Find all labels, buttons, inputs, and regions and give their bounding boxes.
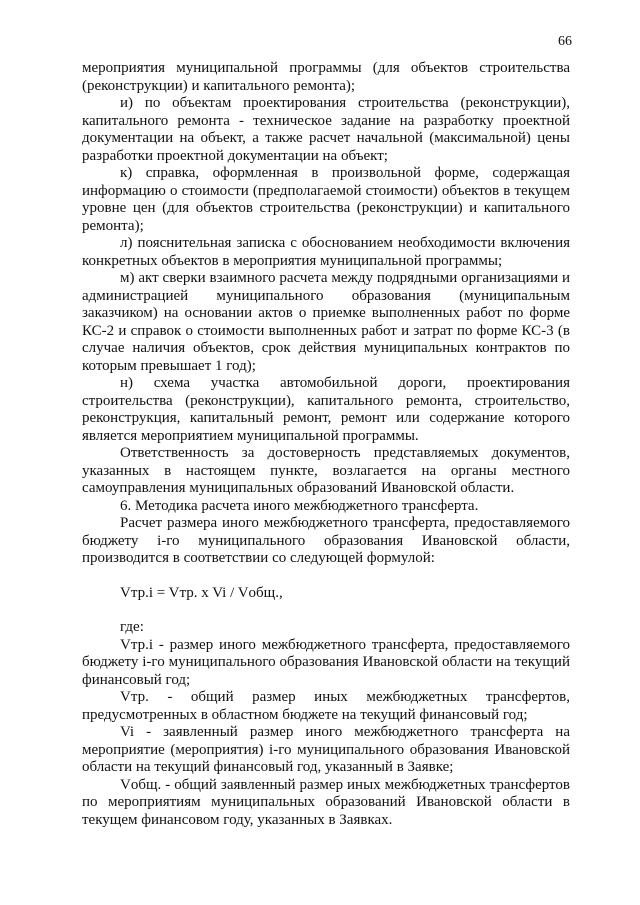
paragraph: Ответственность за достоверность представляемых документов, указанных в настоящем пункте, возлагается на органы местного самоуправления муниципальных образований Ивановской области. [82, 445, 570, 496]
formula: Vтр.i = Vтр. x Vi / Vобщ., [120, 584, 283, 601]
paragraph: м) акт сверки взаимного расчета между подрядными организациями и администрацией муниципального образования (муниципальным заказчиком) на основании актов о приемке выполненных работ по форме КС-2 и справок о стоимости выполненных работ и затрат по форме КС-3 (в случае наличия объектов, срок действия муниципальных контрактов по которым превышает 1 год); [82, 270, 570, 374]
definition: Vтр. - общий размер иных межбюджетных трансфертов, предусмотренных в областном бюджете на текущий финансовый год; [82, 689, 570, 723]
paragraph: н) схема участка автомобильной дороги, проектирования строительства (реконструкции), капитального ремонта, строительство, реконструкция, капитальный ремонт, ремонт или содержание которого является мероприятием муниципальной программы. [82, 375, 570, 444]
spacer [82, 568, 570, 585]
definition: Vобщ. - общий заявленный размер иных межбюджетных трансфертов по мероприятиям муниципальных образований Ивановской области в текущем финансовом году, указанных в Заявках. [82, 776, 570, 828]
paragraph: мероприятия муниципальной программы (для объектов строительства (реконструкции) и капитального ремонта); [82, 60, 570, 94]
section-heading: 6. Методика расчета иного межбюджетного трансферта. [120, 497, 479, 514]
definition: Vi - заявленный размер иного межбюджетного трансферта на мероприятие (мероприятия) i-го муниципального образования Ивановской области на текущий финансовый год, указанный в Заявке; [82, 724, 570, 775]
where-label: где: [120, 619, 144, 635]
document-body [82, 60, 570, 829]
paragraph: к) справка, оформленная в произвольной форме, содержащая информацию о стоимости (предполагаемой стоимости) объектов в текущем уровне цен (для объектов строительства (реконструкции) и капитального ремонта); [82, 165, 570, 234]
page-number: 66 [558, 34, 572, 49]
paragraph: л) пояснительная записка с обоснованием необходимости включения конкретных объектов в мероприятия муниципальной программы; [82, 235, 570, 269]
definition: Vтр.i - размер иного межбюджетного трансферта, предоставляемого бюджету i-го муниципального образования Ивановской области на текущий финансовый год; [82, 636, 570, 688]
paragraph: и) по объектам проектирования строительства (реконструкции), капитального ремонта - техническое задание на разработку проектной документации на объект, а также расчет начальной (максимальной) цены разработки проектной документации на объект; [82, 95, 570, 164]
paragraph: Расчет размера иного межбюджетного трансферта, предоставляемого бюджету i-го муниципального образования Ивановской области, производится в соответствии со следующей формулой: [82, 515, 570, 566]
spacer [82, 602, 570, 619]
